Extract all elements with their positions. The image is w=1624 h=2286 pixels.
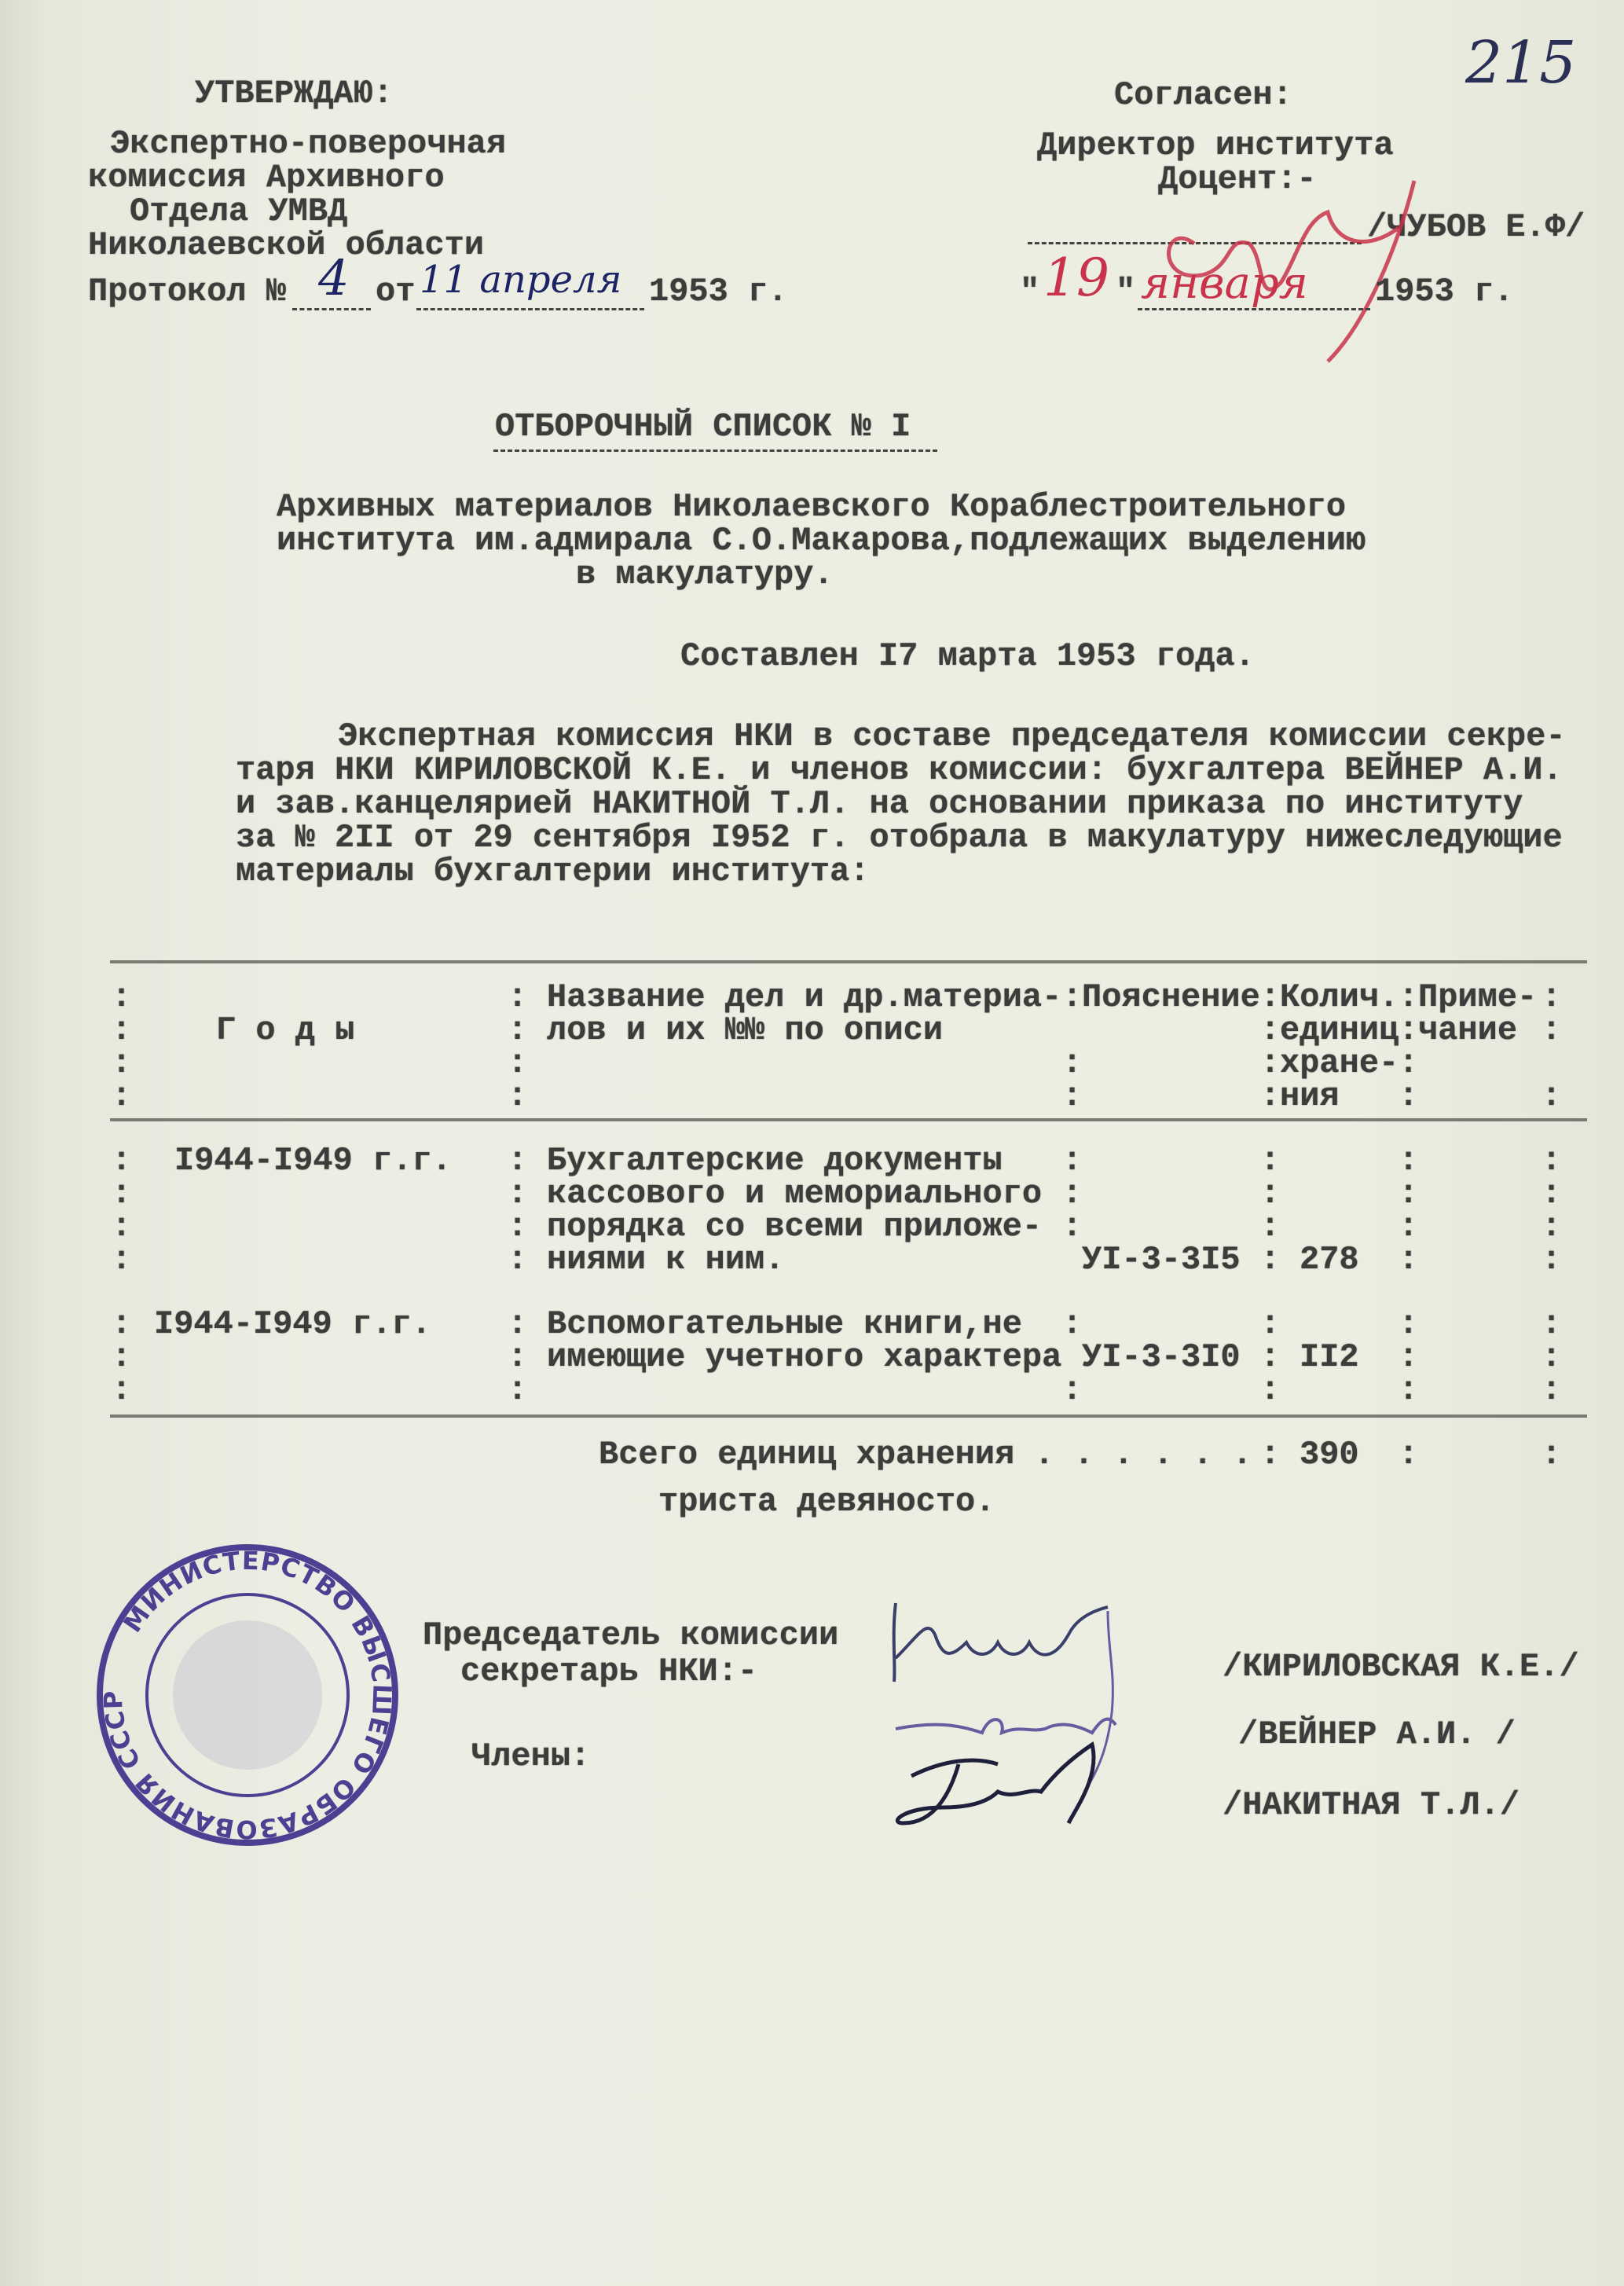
agreed-heading: Согласен: bbox=[1114, 76, 1292, 114]
col-sep: : bbox=[1399, 1436, 1419, 1473]
page-number: 215 bbox=[1465, 29, 1577, 97]
protocol-date: 11 апреля bbox=[420, 258, 622, 302]
row-years: I944-I949 г.г. bbox=[154, 1305, 431, 1343]
col-sep: : : : : bbox=[508, 1142, 528, 1279]
svg-text:МИНИСТЕРСТВО ВЫСШЕГО ОБРАЗОВАН: МИНИСТЕРСТВО ВЫСШЕГО ОБРАЗОВАНИЯ СССР bbox=[97, 1545, 398, 1845]
official-stamp bbox=[94, 1542, 401, 1848]
agreed-line: Доцент:- bbox=[1158, 160, 1317, 198]
document-title: ОТБОРОЧНЫЙ СПИСОК № I bbox=[495, 408, 911, 446]
table-bottom-rule bbox=[110, 1415, 1587, 1418]
row-name: Бухгалтерские документы bbox=[547, 1142, 1003, 1180]
col-sep: : : bbox=[1062, 1305, 1083, 1409]
signer-name: /ВЕЙНЕР А.И. / bbox=[1238, 1715, 1516, 1753]
col-sep: : : : bbox=[1062, 978, 1083, 1115]
total-label: Всего единиц хранения . . . . . . bbox=[599, 1436, 1252, 1473]
table-top-rule bbox=[110, 960, 1587, 963]
row-count: II2 bbox=[1300, 1338, 1359, 1376]
row-name: ниями к ним. bbox=[547, 1241, 785, 1279]
table-header-rule bbox=[110, 1118, 1587, 1121]
total-value: 390 bbox=[1300, 1436, 1359, 1473]
approval-line: Николаевской области bbox=[88, 226, 485, 264]
col-sep: : : : bbox=[1542, 978, 1562, 1115]
col-sep: : : : : bbox=[1260, 978, 1281, 1115]
header-remark: чание bbox=[1418, 1011, 1518, 1049]
date-quote: " bbox=[1116, 273, 1136, 310]
col-sep: : : : bbox=[508, 1305, 528, 1409]
col-sep: : : : bbox=[1062, 1142, 1083, 1246]
paragraph-line: материалы бухгалтерии института: bbox=[236, 853, 870, 890]
handwritten-signatures bbox=[872, 1587, 1202, 1847]
paragraph-line: таря НКИ КИРИЛОВСКОЙ К.Е. и членов комиссии: бухгалтера ВЕЙНЕР А.И. bbox=[236, 751, 1563, 789]
col-sep: : : : : bbox=[112, 1142, 132, 1279]
col-sep: : : : : bbox=[1542, 1142, 1562, 1279]
col-sep: : : : : bbox=[1399, 1142, 1419, 1279]
col-sep: : : : bbox=[1260, 1305, 1281, 1409]
subtitle-line: Архивных материалов Николаевского Кораблестроительного bbox=[277, 488, 1347, 526]
protocol-number: 4 bbox=[318, 249, 350, 306]
header-count: хране- bbox=[1280, 1044, 1399, 1082]
protocol-year: 1953 г. bbox=[649, 273, 788, 310]
header-count: Колич. bbox=[1280, 978, 1399, 1016]
header-remark: Приме- bbox=[1418, 978, 1538, 1016]
col-sep: : : : bbox=[112, 1305, 132, 1409]
approval-line: Отдела УМВД bbox=[130, 193, 348, 230]
row-years: I944-I949 г.г. bbox=[174, 1142, 452, 1180]
chair-label: секретарь НКИ:- bbox=[460, 1653, 758, 1690]
compiled-date: Составлен I7 марта 1953 года. bbox=[680, 637, 1255, 675]
paragraph-line: и зав.канцелярией НАКИТНОЙ Т.Л. на основании приказа по институту bbox=[236, 785, 1523, 823]
col-sep: : bbox=[1260, 1436, 1281, 1473]
row-name: Вспомогательные книги,не bbox=[547, 1305, 1022, 1343]
paragraph-line: Экспертная комиссия НКИ в составе председателя комиссии секре- bbox=[338, 717, 1566, 755]
col-sep: : : : : bbox=[1260, 1142, 1281, 1279]
header-count: единиц bbox=[1280, 1011, 1399, 1049]
members-label: Члены: bbox=[471, 1737, 591, 1775]
approval-line: Экспертно-поверочная bbox=[110, 125, 507, 163]
row-name: имеющие учетного характера bbox=[547, 1338, 1062, 1376]
director-name: /ЧУБОВ Е.Ф/ bbox=[1367, 208, 1586, 246]
row-count: 278 bbox=[1300, 1241, 1359, 1279]
col-sep: : : : : bbox=[508, 978, 528, 1115]
col-sep: : : : bbox=[1399, 1305, 1419, 1409]
col-sep: : : : bbox=[1542, 1305, 1562, 1409]
protocol-from: от bbox=[376, 273, 416, 310]
protocol-prefix: Протокол № bbox=[88, 273, 287, 310]
header-name: лов и их №№ по описи bbox=[547, 1011, 944, 1049]
agreed-year: 1953 г. bbox=[1375, 273, 1514, 310]
header-name: Название дел и др.материа- bbox=[547, 978, 1062, 1016]
col-sep: : : : : bbox=[1399, 978, 1419, 1115]
col-sep: : bbox=[1542, 1436, 1562, 1473]
signer-name: /КИРИЛОВСКАЯ К.Е./ bbox=[1223, 1648, 1579, 1686]
chair-label: Председатель комиссии bbox=[423, 1616, 839, 1654]
header-note: Пояснение bbox=[1082, 978, 1260, 1016]
subtitle-line: института им.адмирала С.О.Макарова,подлежащих выделению bbox=[277, 522, 1366, 560]
header-years: Г о д ы bbox=[216, 1011, 355, 1049]
approval-line: комиссия Архивного bbox=[88, 159, 445, 196]
paragraph-line: за № 2II от 29 сентября I952 г. отобрала в макулатуру нижеследующие bbox=[236, 819, 1563, 857]
row-name: порядка со всеми приложе- bbox=[547, 1208, 1043, 1246]
date-quote: " bbox=[1020, 273, 1040, 310]
header-count: ния bbox=[1280, 1077, 1340, 1115]
approval-heading: УТВЕРЖДАЮ: bbox=[195, 75, 394, 112]
row-note: УI-3-3I5 bbox=[1082, 1241, 1241, 1279]
subtitle-line: в макулатуру. bbox=[576, 556, 834, 593]
agreed-date-day: 19 bbox=[1043, 248, 1109, 308]
signer-name: /НАКИТНАЯ Т.Л./ bbox=[1223, 1786, 1520, 1824]
total-words: триста девяносто. bbox=[658, 1483, 995, 1521]
col-sep: : : : : bbox=[112, 978, 132, 1115]
row-note: УI-3-3I0 bbox=[1082, 1338, 1241, 1376]
row-name: кассового и мемориального bbox=[547, 1175, 1043, 1213]
agreed-date-month: января bbox=[1141, 258, 1308, 309]
agreed-line: Директор института bbox=[1037, 127, 1394, 164]
